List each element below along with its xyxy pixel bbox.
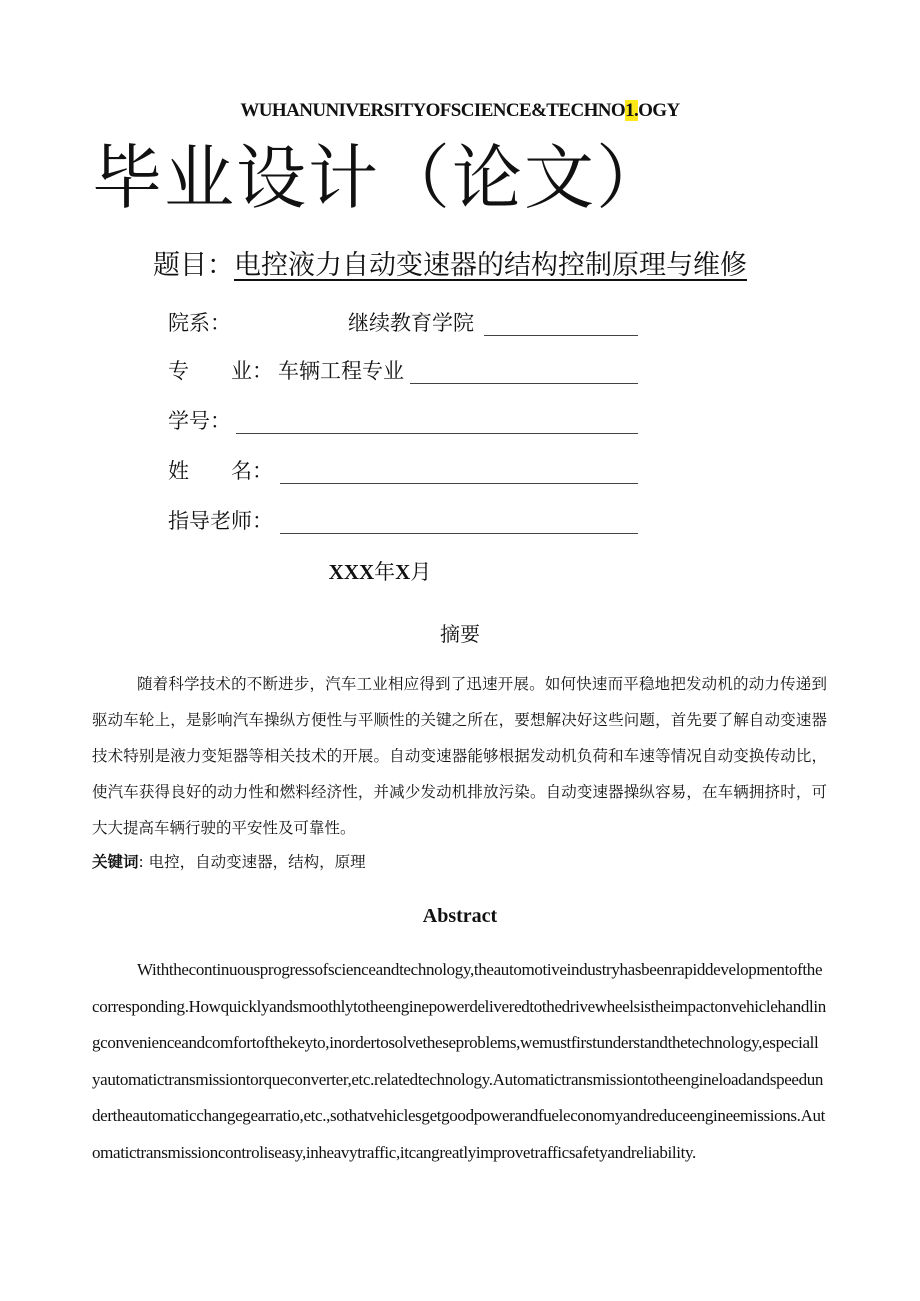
date-month: X xyxy=(395,560,411,584)
name-row xyxy=(168,453,638,487)
student-id-label: 学号： xyxy=(168,409,231,433)
topic-label: 题目： xyxy=(153,250,234,281)
advisor-row xyxy=(168,503,638,537)
major-label: 专 业： xyxy=(168,359,273,383)
keywords-value: : 电控，自动变速器，结构，原理 xyxy=(138,853,366,871)
topic-value: 电控液力自动变速器的结构控制原理与维修 xyxy=(234,250,747,281)
department-row xyxy=(168,305,638,339)
topic-line xyxy=(153,250,747,282)
keywords-line xyxy=(92,850,366,872)
major-row xyxy=(168,353,638,387)
university-name-highlight: 1. xyxy=(625,100,639,121)
date-year-suffix: 年 xyxy=(374,560,396,584)
thesis-title: 毕业设计（论文） xyxy=(92,137,668,219)
student-id-underline xyxy=(236,433,638,434)
university-name-part2: OGY xyxy=(638,100,680,121)
keywords-label: 关键词 xyxy=(92,853,139,871)
department-label: 院系： xyxy=(168,311,231,335)
major-underline xyxy=(410,383,638,384)
department-value: 继续教育学院 xyxy=(348,311,474,335)
advisor-underline xyxy=(280,533,638,534)
major-value: 车辆工程专业 xyxy=(278,359,404,383)
date-year: XXX xyxy=(328,560,375,584)
abstract-en-body: Withthecontinuousprogressofscienceandtechnology,theautomotiveindustryhasbeenrapiddevelopmentofthecorresponding.Howquicklyandsmoothlytotheenginepowerdeliveredtothedrivewheelsistheimpactonvehiclehandlingconvenienceandcomfortofthekeyto,inordertosolvetheseproblems,wemustfirstunderstandthetechnology,especiallyautomatictransmissiontorqueconverter,etc.relatedtechnology.Automatictransmissiontotheengineloadandspeedundertheautomaticchangegearratio,etc.,sothatvehiclesgetgoodpowerandfueleconomyandreduceengineemissions.Automatictransmissioncontroliseasy,inheavytraffic,itcangreatlyimprovetrafficsafetyandreliability. xyxy=(92,960,826,1162)
date xyxy=(0,556,760,586)
name-underline xyxy=(280,483,638,484)
university-name-part1: WUHANUNIVERSITYOFSCIENCE&TECHNO xyxy=(240,100,626,121)
date-month-suffix: 月 xyxy=(410,560,432,584)
abstract-en-title: Abstract xyxy=(422,905,498,927)
abstract-cn-body: 随着科学技术的不断进步，汽车工业相应得到了迅速开展。如何快速而平稳地把发动机的动力传递到驱动车轮上，是影响汽车操纵方便性与平顺性的关键之所在，要想解决好这些问题，首先要了解自动变速器技术特别是液力变矩器等相关技术的开展。自动变速器能够根据发动机负荷和车速等情况自动变换传动比，使汽车获得良好的动力性和燃料经济性，并减少发动机排放污染。自动变速器操纵容易，在车辆拥挤时，可大大提高车辆行驶的平安性及可靠性。 xyxy=(92,675,827,837)
abstract-cn-title: 摘要 xyxy=(440,622,480,646)
advisor-label: 指导老师： xyxy=(168,509,273,533)
university-name xyxy=(150,100,770,122)
student-id-row xyxy=(168,403,638,437)
name-label: 姓 名： xyxy=(168,459,273,483)
department-underline xyxy=(484,335,638,336)
